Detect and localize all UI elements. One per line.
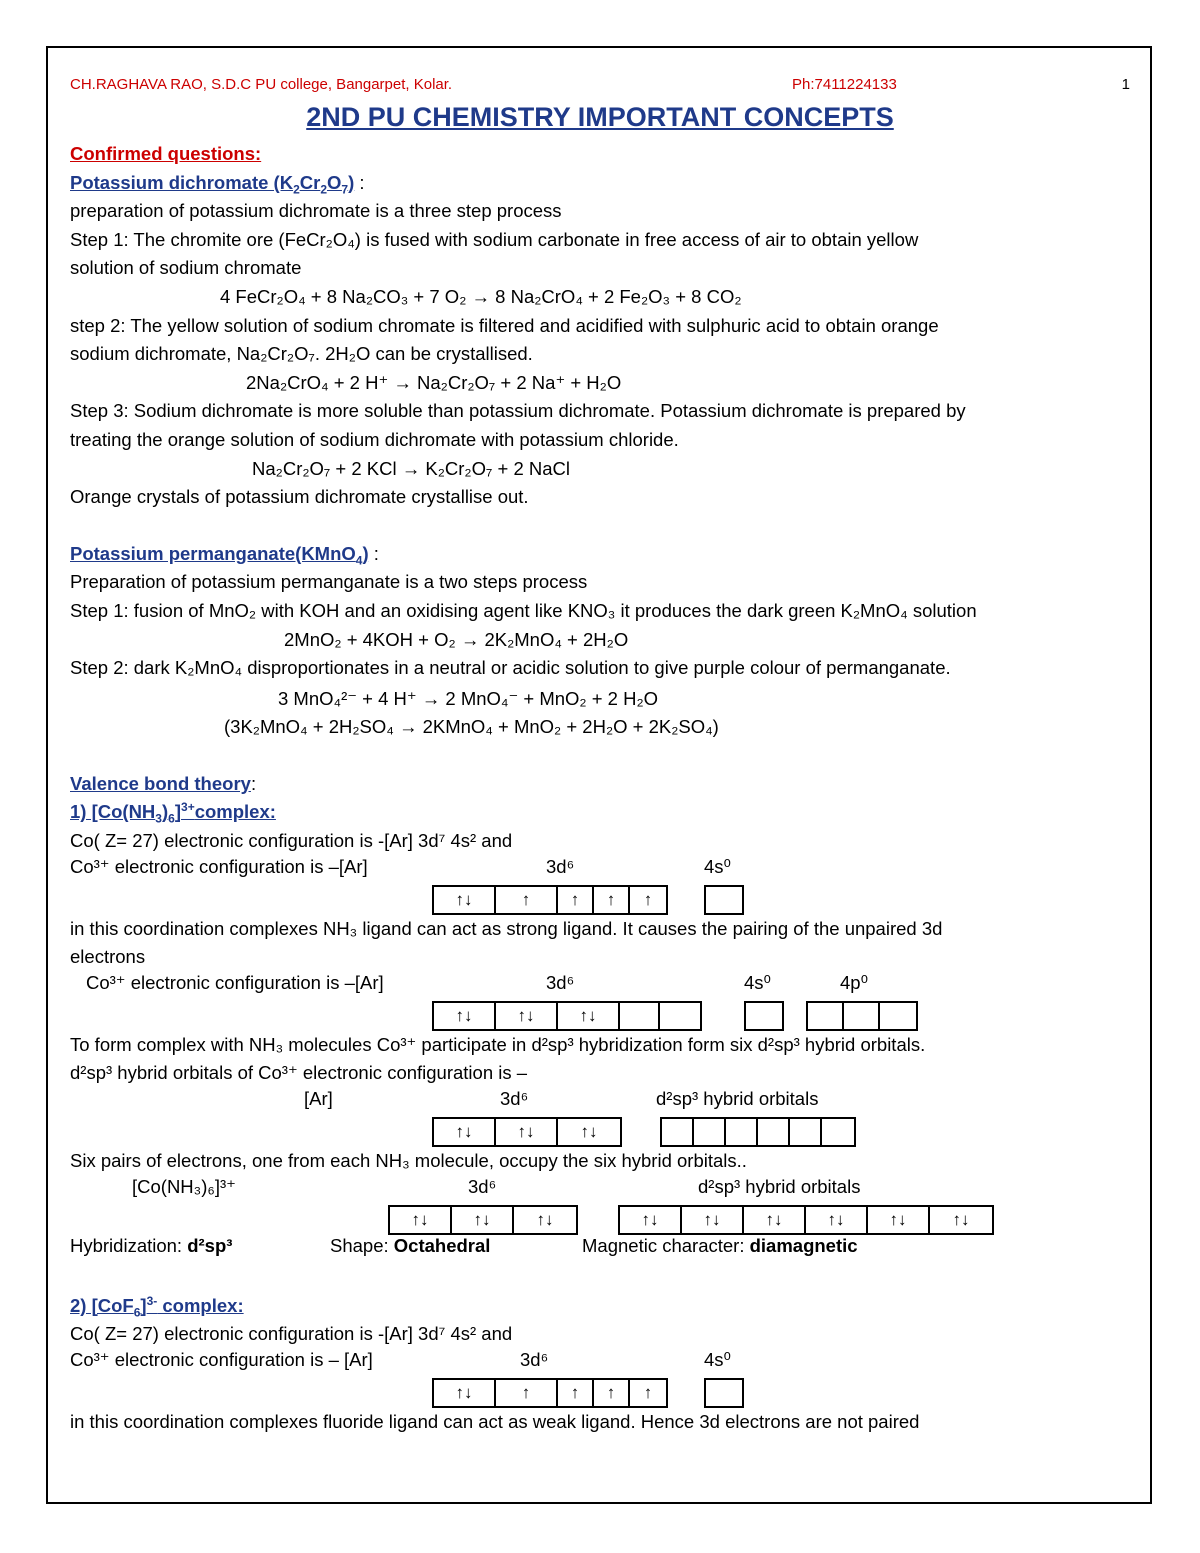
dichromate-equation-3: Na₂Cr₂O₇ + 2 KCl → K₂Cr₂O₇ + 2 NaCl [252,457,570,479]
permanganate-step2: Step 2: dark K₂MnO₄ disproportionates in a neutral or acidic solution to give purple colour of permanganate. [70,657,951,679]
orbital-cell [706,887,742,913]
label-4p: 4p⁰ [840,971,868,993]
orbital-cell: ↑↓ [434,1380,496,1406]
orbital-cell: ↑↓ [496,1003,558,1029]
hybrid-orbitals-label: d²sp³ hybrid orbitals [698,1175,861,1197]
argon-core: [Ar] [304,1088,333,1110]
label-4s: 4s⁰ [704,855,731,877]
page-header [70,70,1130,100]
summary-row [70,1235,1130,1264]
orbital-cell: ↑↓ [952,1209,970,1229]
complex-config-row [70,1176,1130,1205]
orbital-cell [844,1003,880,1029]
orbital-cell: ↑↓ [620,1207,682,1233]
orbital-3d-paired-boxes [432,1001,702,1031]
vbt-heading: Valence bond theory: [70,772,257,794]
orbital-cell: ↑ [496,887,558,913]
strong-ligand-text-a: in this coordination complexes NH₃ ligand can act as strong ligand. It causes the pairing of the unpaired 3d [70,917,943,939]
orbital-cell [726,1119,758,1145]
orbital-cell: ↑ [643,889,653,909]
label-3d: 3d⁶ [500,1088,529,1110]
label-4s: 4s⁰ [704,1348,731,1370]
label-3d: 3d⁶ [468,1175,497,1197]
complex1-ion-config-row [70,856,1130,885]
complex2-ion-config-row [70,1349,1130,1378]
orbital-cell: ↑↓ [434,887,496,913]
orbital-3d-boxes [432,885,668,915]
orbital-cell [790,1119,822,1145]
orbital-4s-box [744,1001,784,1031]
label-4s: 4s⁰ [744,971,771,993]
dichromate-heading: Potassium dichromate $(K_2Cr_2O_7)$ : [70,171,365,197]
shape-summary: Shape: Octahedral [330,1234,491,1256]
complex1-ground-config: Co( Z= 27) electronic configuration is -[Ar] 3d⁷ 4s² and [70,830,513,852]
orbital-cell: ↑ [558,887,594,913]
orbital-cell [620,1003,660,1029]
orbital-cell [706,1380,742,1406]
hybrid-config-row [70,1088,1130,1117]
dichromate-conclusion: Orange crystals of potassium dichromate crystallise out. [70,486,529,508]
complex2-ground-config: Co( Z= 27) electronic configuration is -[Ar] 3d⁷ 4s² and [70,1323,513,1345]
permanganate-intro: Preparation of potassium permanganate is a two steps process [70,571,588,593]
label-3d: 3d⁶ [546,971,575,993]
complex2-heading: 2) $[CoF_6]^{3-}$ complex: [70,1293,244,1320]
permanganate-step1: Step 1: fusion of MnO₂ with KOH and an oxidising agent like KNO₃ it produces the dark green K₂MnO₄ solution [70,599,977,621]
orbital-cell [822,1119,854,1145]
phone-number: Ph:7411224133 [792,76,897,93]
author-line: CH.RAGHAVA RAO, S.D.C PU college, Bangarpet, Kolar. [70,76,453,93]
section-label: Confirmed questions: [70,143,262,164]
orbital-cell [660,1003,700,1029]
complex1-ion-config: Co³⁺ electronic configuration is –[Ar] [70,855,368,877]
orbital-cell [808,1003,844,1029]
orbital-cell [880,1003,916,1029]
dichromate-step2a: step 2: The yellow solution of sodium chromate is filtered and acidified with sulphuric acid to obtain orange [70,314,939,336]
strong-ligand-text-b: electrons [70,946,146,968]
orbital-box-row-5 [70,1378,1130,1408]
page-title: 2ND PU CHEMISTRY IMPORTANT CONCEPTS [306,102,894,132]
orbital-cell: ↑↓ [682,1207,744,1233]
orbital-cell: ↑↓ [744,1207,806,1233]
orbital-cell [746,1003,782,1029]
dichromate-step1b: solution of sodium chromate [70,257,302,279]
orbital-box-row-1 [70,885,1130,915]
orbital-box-row-4 [70,1205,1130,1235]
permanganate-equation-3: (3K₂MnO₄ + 2H₂SO₄ → 2KMnO₄ + MnO₂ + 2H₂O + 2K₂SO₄) [224,716,719,738]
orbital-cell: ↑ [594,887,630,913]
orbital-4s-box [704,885,744,915]
page-number: 1 [1121,76,1130,93]
six-pairs-text: Six pairs of electrons, one from each NH₃ molecule, occupy the six hybrid orbitals.. [70,1150,747,1172]
hybridization-text-a: To form complex with NH₃ molecules Co³⁺ participate in d²sp³ hybridization form six d²sp³ hybrid orbitals. [70,1033,926,1055]
orbital-cell: ↑ [643,1382,653,1402]
orbital-cell: ↑ [496,1380,558,1406]
orbital-box-row-2 [70,1001,1130,1031]
dichromate-step3b: treating the orange solution of sodium dichromate with potassium chloride. [70,428,679,450]
empty-hybrid-boxes [660,1117,856,1147]
permanganate-equation-2: 3 MnO₄²⁻ + 4 H⁺ → 2 MnO₄⁻ + MnO₂ + 2 H₂O [278,687,659,709]
orbital-3d-paired-boxes [388,1205,578,1235]
orbital-cell [758,1119,790,1145]
paired-ion-config: Co³⁺ electronic configuration is –[Ar] [86,971,384,993]
dichromate-equation-2: 2Na₂CrO₄ + 2 H⁺ → Na₂Cr₂O₇ + 2 Na⁺ + H₂O [246,371,622,393]
orbital-cell: ↑↓ [868,1207,930,1233]
dichromate-equation-1: 4 FeCr₂O₄ + 8 Na₂CO₃ + 7 O₂ → 8 Na₂CrO₄ + 2 Fe₂O₃ + 8 CO₂ [220,285,742,307]
permanganate-equation-1: 2MnO₂ + 4KOH + O₂ → 2K₂MnO₄ + 2H₂O [284,628,629,650]
orbital-cell: ↑↓ [496,1119,558,1145]
magnetic-summary: Magnetic character: diamagnetic [582,1234,858,1256]
dichromate-step2b: sodium dichromate, Na₂Cr₂O₇. 2H₂O can be crystallised. [70,343,533,365]
orbital-3d-boxes [432,1378,668,1408]
label-3d: 3d⁶ [520,1348,549,1370]
dichromate-intro: preparation of potassium dichromate is a three step process [70,200,562,222]
orbital-4p-boxes [806,1001,918,1031]
orbital-cell: ↑↓ [434,1119,496,1145]
orbital-cell: ↑ [594,1380,630,1406]
orbital-cell: ↑↓ [580,1122,598,1142]
orbital-3d-paired-boxes [432,1117,622,1147]
complex1-heading: 1) $[Co(NH_3)_6]^{3+}complex$: [70,800,276,827]
complex-formula: [Co(NH₃)₆]³⁺ [132,1175,236,1197]
weak-ligand-text: in this coordination complexes fluoride ligand can act as weak ligand. Hence 3d electrons are not paired [70,1410,920,1432]
dichromate-step1a: Step 1: The chromite ore (FeCr₂O₄) is fused with sodium carbonate in free access of air to obtain yellow [70,228,919,250]
filled-hybrid-boxes [618,1205,994,1235]
hybrid-orbitals-label: d²sp³ hybrid orbitals [656,1088,819,1110]
orbital-cell: ↑↓ [536,1209,554,1229]
orbital-box-row-3 [70,1117,1130,1147]
document-page [70,70,1130,1436]
hybridization-text-b: d²sp³ hybrid orbitals of Co³⁺ electronic configuration is – [70,1062,528,1084]
paired-config-row [70,972,1130,1001]
orbital-cell: ↑↓ [806,1207,868,1233]
orbital-cell [662,1119,694,1145]
orbital-4s-box [704,1378,744,1408]
orbital-cell [694,1119,726,1145]
orbital-cell: ↑↓ [390,1207,452,1233]
orbital-cell: ↑ [558,1380,594,1406]
label-3d: 3d⁶ [546,855,575,877]
orbital-cell: ↑↓ [434,1003,496,1029]
complex2-ion-config: Co³⁺ electronic configuration is – [Ar] [70,1348,373,1370]
dichromate-step3a: Step 3: Sodium dichromate is more soluble than potassium dichromate. Potassium dichromate is prepared by [70,400,966,422]
permanganate-heading: Potassium permanganate(KMnO$_4$) : [70,542,379,568]
orbital-cell: ↑↓ [452,1207,514,1233]
hybridization-summary: Hybridization: d²sp³ [70,1234,233,1256]
orbital-cell: ↑↓ [558,1003,620,1029]
